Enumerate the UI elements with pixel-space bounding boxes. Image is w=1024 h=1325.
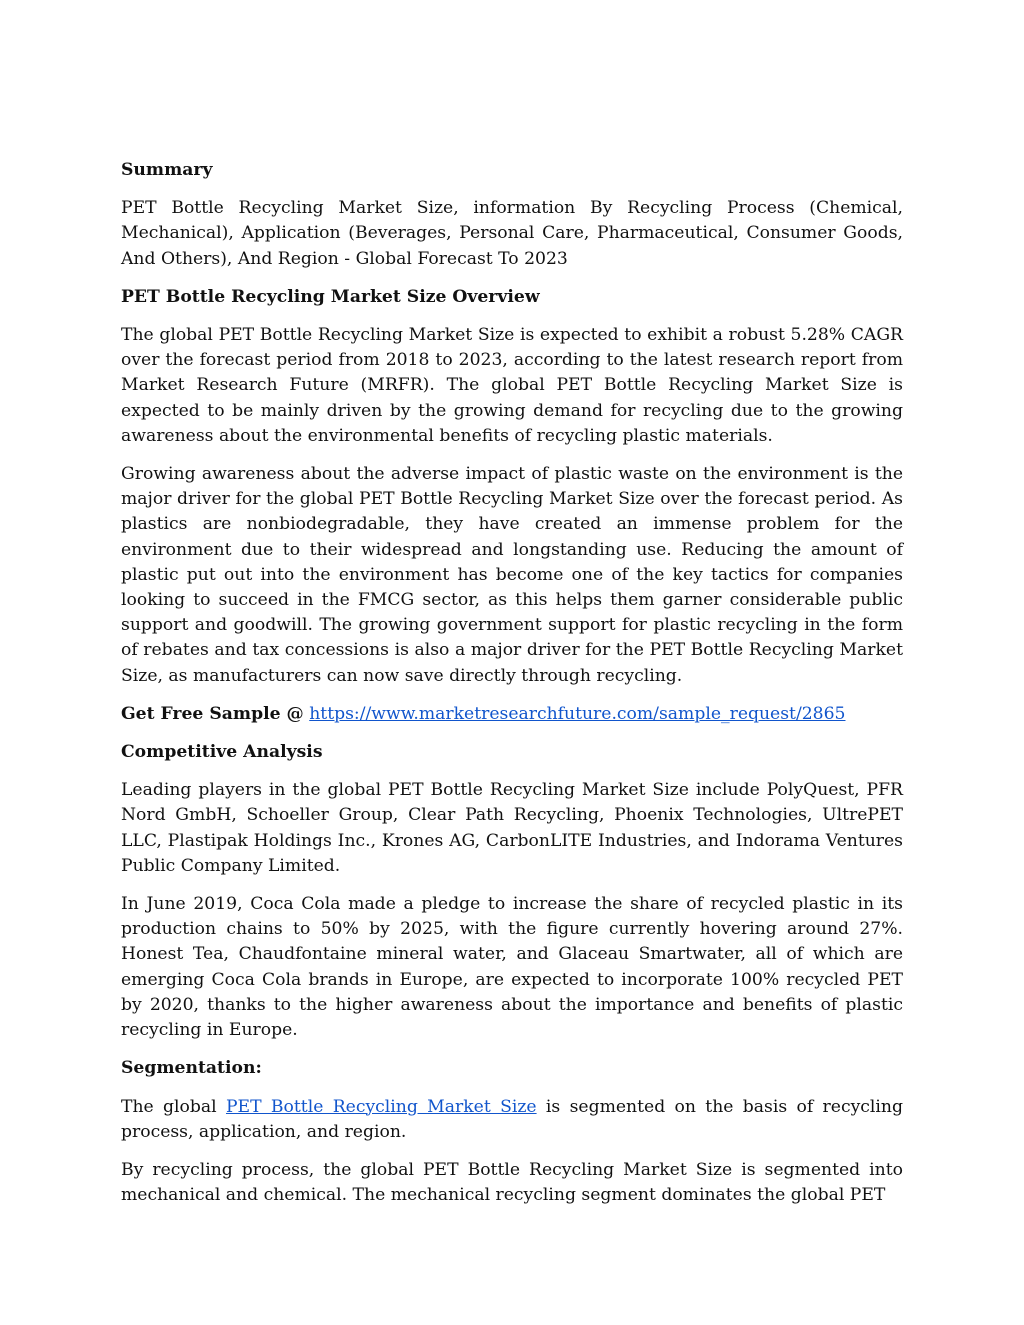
segmentation-text-after: is segmented on the basis of recycling process, application, and region.: [121, 1096, 903, 1142]
segmentation-text-before: The global: [121, 1096, 226, 1117]
segmentation-paragraph-1: [121, 1095, 903, 1145]
document-page: [121, 158, 903, 1221]
segmentation-heading: Segmentation:: [121, 1058, 262, 1079]
sample-label: Get Free Sample @: [121, 703, 304, 724]
sample-request-link[interactable]: https://www.marketresearchfuture.com/sample_request/2865: [309, 703, 846, 724]
competitive-heading: Competitive Analysis: [121, 742, 323, 763]
sample-line: [121, 702, 903, 727]
segmentation-paragraph-2: By recycling process, the global PET Bottle Recycling Market Size is segmented into mechanical and chemical. The mechanical recycling segment dominates the global PET: [121, 1159, 903, 1206]
summary-heading: Summary: [121, 160, 213, 180]
summary-text: PET Bottle Recycling Market Size, information By Recycling Process (Chemical, Mechanical), Application (Beverages, Personal Care, Pharmaceutical, Consumer Goods, And Others), And Region - Global Forecast To 2023: [121, 198, 903, 269]
overview-paragraph-1: The global PET Bottle Recycling Market Size is expected to exhibit a robust 5.28% CAGR over the forecast period from 2018 to 2023, according to the latest research report from Market Research Future (MRFR). The global PET Bottle Recycling Market Size is expected to be mainly driven by the growing demand for recycling due to the growing awareness about the environmental benefits of recycling plastic materials.: [121, 325, 903, 446]
market-size-link[interactable]: PET Bottle Recycling Market Size: [225, 1096, 537, 1117]
competitive-paragraph-2: In June 2019, Coca Cola made a pledge to increase the share of recycled plastic in its production chains to 50% by 2025, with the figure currently hovering around 27%. Honest Tea, Chaudfontaine mineral water, and Glaceau Smartwater, all of which are emerging Coca Cola brands in Europe, are expected to incorporate 100% recycled PET by 2020, thanks to the higher awareness about the importance and benefits of plastic recycling in Europe.: [121, 894, 903, 1041]
overview-heading: PET Bottle Recycling Market Size Overview: [121, 286, 540, 307]
overview-paragraph-2: Growing awareness about the adverse impact of plastic waste on the environment is the major driver for the global PET Bottle Recycling Market Size over the forecast period. As plastics are nonbiodegradable, they have created an immense problem for the environment due to their widespread and longstanding use. Reducing the amount of plastic put out into the environment has become one of the key tactics for companies looking to succeed in the FMCG sector, as this helps them garner considerable public support and goodwill. The growing government support for plastic recycling in the form of rebates and tax concessions is also a major driver for the PET Bottle Recycling Market Size, as manufacturers can now save directly through recycling.: [121, 464, 903, 686]
competitive-paragraph-1: Leading players in the global PET Bottle Recycling Market Size include PolyQuest, PFR Nord GmbH, Schoeller Group, Clear Path Recycling, Phoenix Technologies, UltrePET LLC, Plastipak Holdings Inc., Krones AG, CarbonLITE Industries, and Indorama Ventures Public Company Limited.: [121, 780, 903, 876]
